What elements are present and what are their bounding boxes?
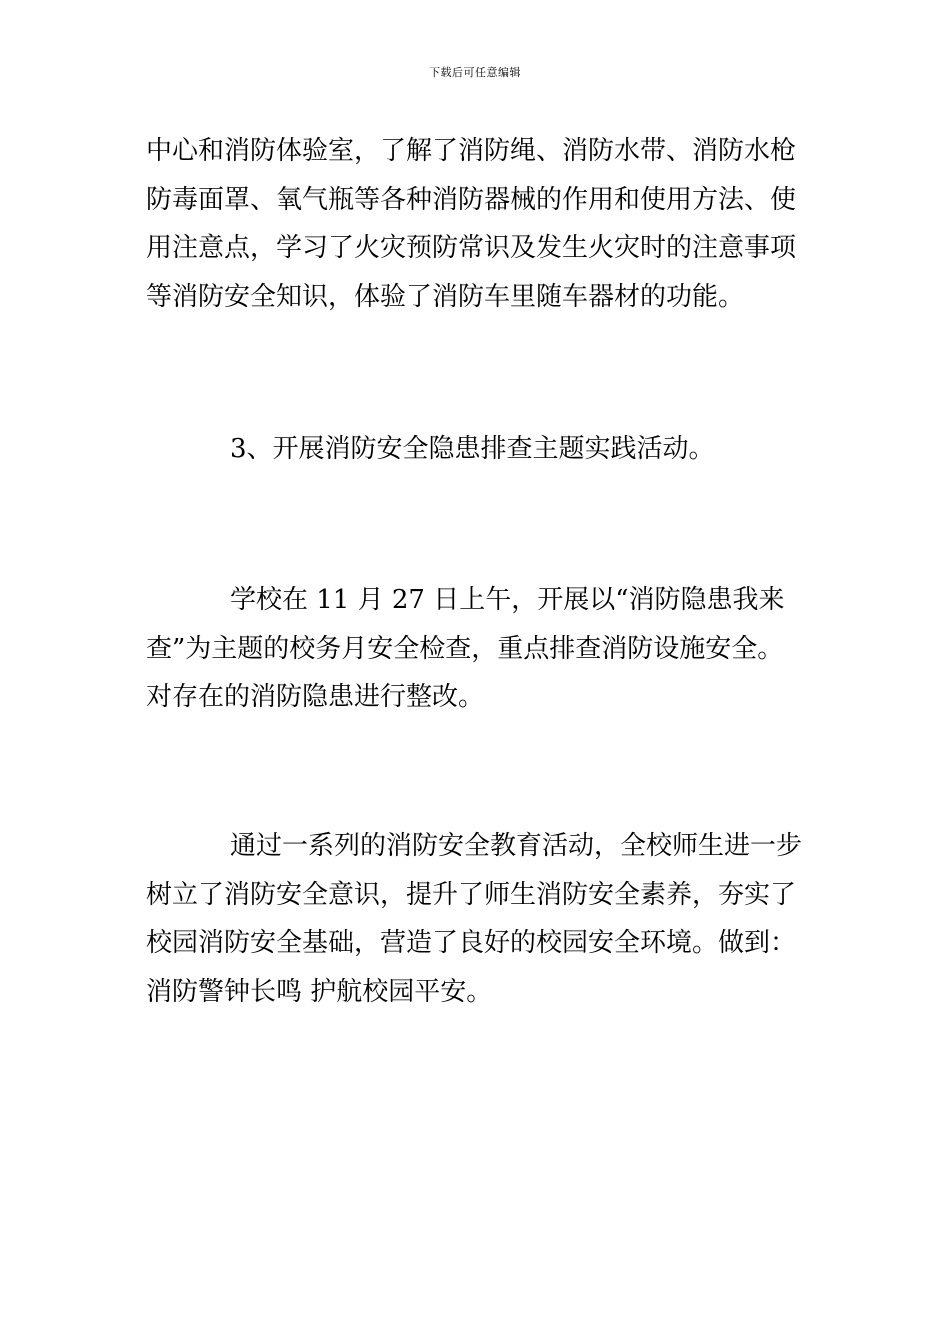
paragraph-conclusion: [146, 822, 810, 1016]
text-line: 通过一系列的消防安全教育活动，全校师生进一步: [230, 831, 803, 861]
text-line: 对存在的消防隐患进行整改。: [146, 682, 485, 712]
text-line: 查”为主题的校务月安全检查，重点排查消防设施安全。: [146, 633, 784, 664]
paragraph-heading-3: [146, 425, 810, 474]
text-line: 树立了消防安全意识，提升了师生消防安全素养，夯实了: [146, 879, 797, 910]
text-line: 中心和消防体验室，了解了消防绳、消防水带、消防水枪: [146, 136, 797, 166]
text-line: 学校在 11 月 27 日上午，开展以“消防隐患我来: [230, 585, 785, 615]
text-line: 校园消防安全基础，营造了良好的校园安全环境。做到：: [146, 928, 797, 958]
page-header: [0, 66, 950, 80]
section-heading: 3、开展消防安全隐患排查主题实践活动。: [230, 434, 715, 464]
text-line: 防毒面罩、氧气瓶等各种消防器械的作用和使用方法、使: [146, 184, 797, 215]
text-line: 等消防安全知识，体验了消防车里随车器材的功能。: [146, 281, 745, 312]
text-line: 消防警钟长鸣 护航校园平安。: [146, 976, 493, 1007]
text-line: 用注意点，学习了火灾预防常识及发生火灾时的注意事项: [146, 233, 797, 263]
paragraph-inspection: [146, 576, 810, 722]
header-text: 下载后可任意编辑: [429, 66, 521, 79]
paragraph-equipment: [146, 127, 810, 321]
